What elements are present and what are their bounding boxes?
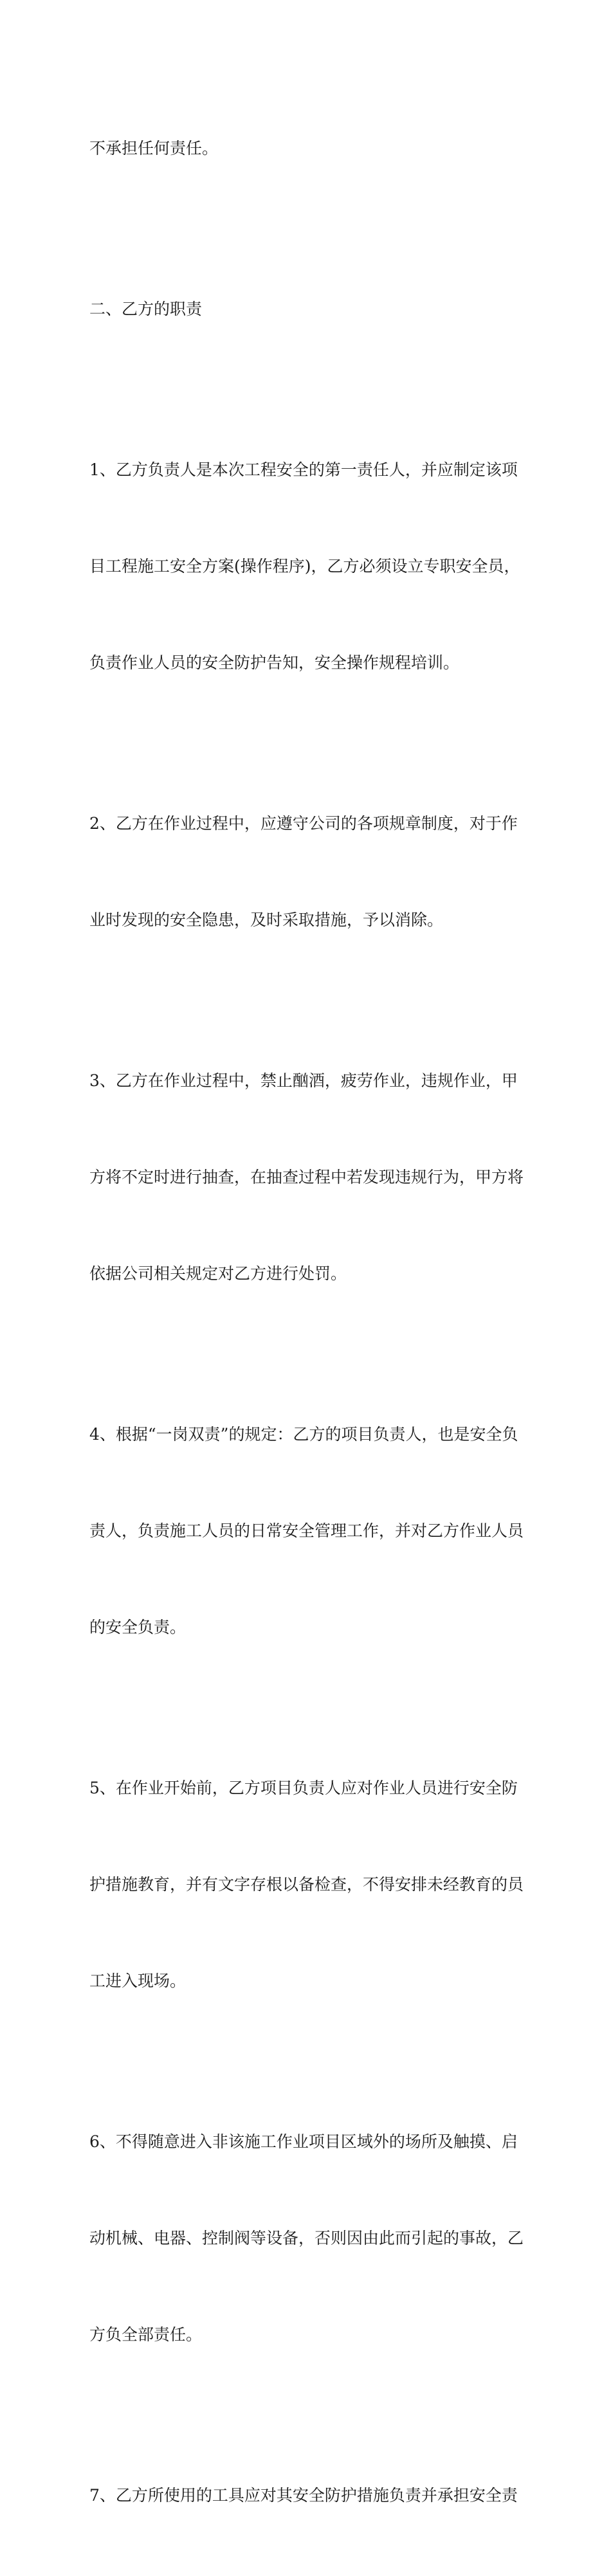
clause-5: [89, 1708, 527, 2062]
text-line: 责人，负责施工人员的日常安全管理工作，并对乙方作业人员: [89, 1521, 524, 1540]
text-line: 6、不得随意进入非该施工作业项目区域外的场所及触摸、启: [89, 2132, 518, 2151]
clause-6: [89, 2062, 527, 2415]
text-line: 4、根据“一岗双责”的规定：乙方的项目负责人，也是安全负: [89, 1425, 518, 1444]
text-line: 2、乙方在作业过程中，应遵守公司的各项规章制度，对于作: [89, 814, 518, 833]
text-line: 5、在作业开始前，乙方项目负责人应对作业人员进行安全防: [89, 1779, 518, 1797]
text-line: 护措施教育，并有文字存根以备检查，不得安排未经教育的员: [89, 1875, 524, 1894]
text-line: 工进入现场。: [89, 1972, 187, 1990]
section-heading: [89, 229, 527, 390]
clause-3: [89, 1001, 527, 1354]
document-body: [89, 68, 527, 2576]
text-line: 二、乙方的职责: [89, 300, 203, 318]
text-line: 动机械、电器、控制阀等设备，否则因由此而引起的事故，乙: [89, 2229, 524, 2247]
paragraph-continuation: [89, 68, 527, 229]
text-line: 目工程施工安全方案(操作程序)，乙方必须设立专职安全员，: [89, 557, 520, 576]
clause-7: [89, 2415, 527, 2576]
text-line: 方将不定时进行抽查，在抽查过程中若发现违规行为，甲方将: [89, 1168, 524, 1186]
text-line: 的安全负责。: [89, 1618, 187, 1637]
text-line: 1、乙方负责人是本次工程安全的第一责任人，并应制定该项: [89, 460, 518, 479]
text-line: 不承担任何责任。: [89, 139, 219, 158]
clause-4: [89, 1354, 527, 1708]
text-line: 业时发现的安全隐患，及时采取措施，予以消除。: [89, 911, 444, 929]
text-line: 负责作业人员的安全防护告知，安全操作规程培训。: [89, 653, 460, 672]
clause-1: [89, 390, 527, 743]
text-line: 方负全部责任。: [89, 2325, 203, 2344]
text-line: 依据公司相关规定对乙方进行处罚。: [89, 1264, 347, 1283]
text-line: 7、乙方所使用的工具应对其安全防护措施负责并承担安全责: [89, 2486, 518, 2505]
clause-2: [89, 743, 527, 1001]
text-line: 3、乙方在作业过程中，禁止酗酒，疲劳作业，违规作业，甲: [89, 1071, 518, 1090]
